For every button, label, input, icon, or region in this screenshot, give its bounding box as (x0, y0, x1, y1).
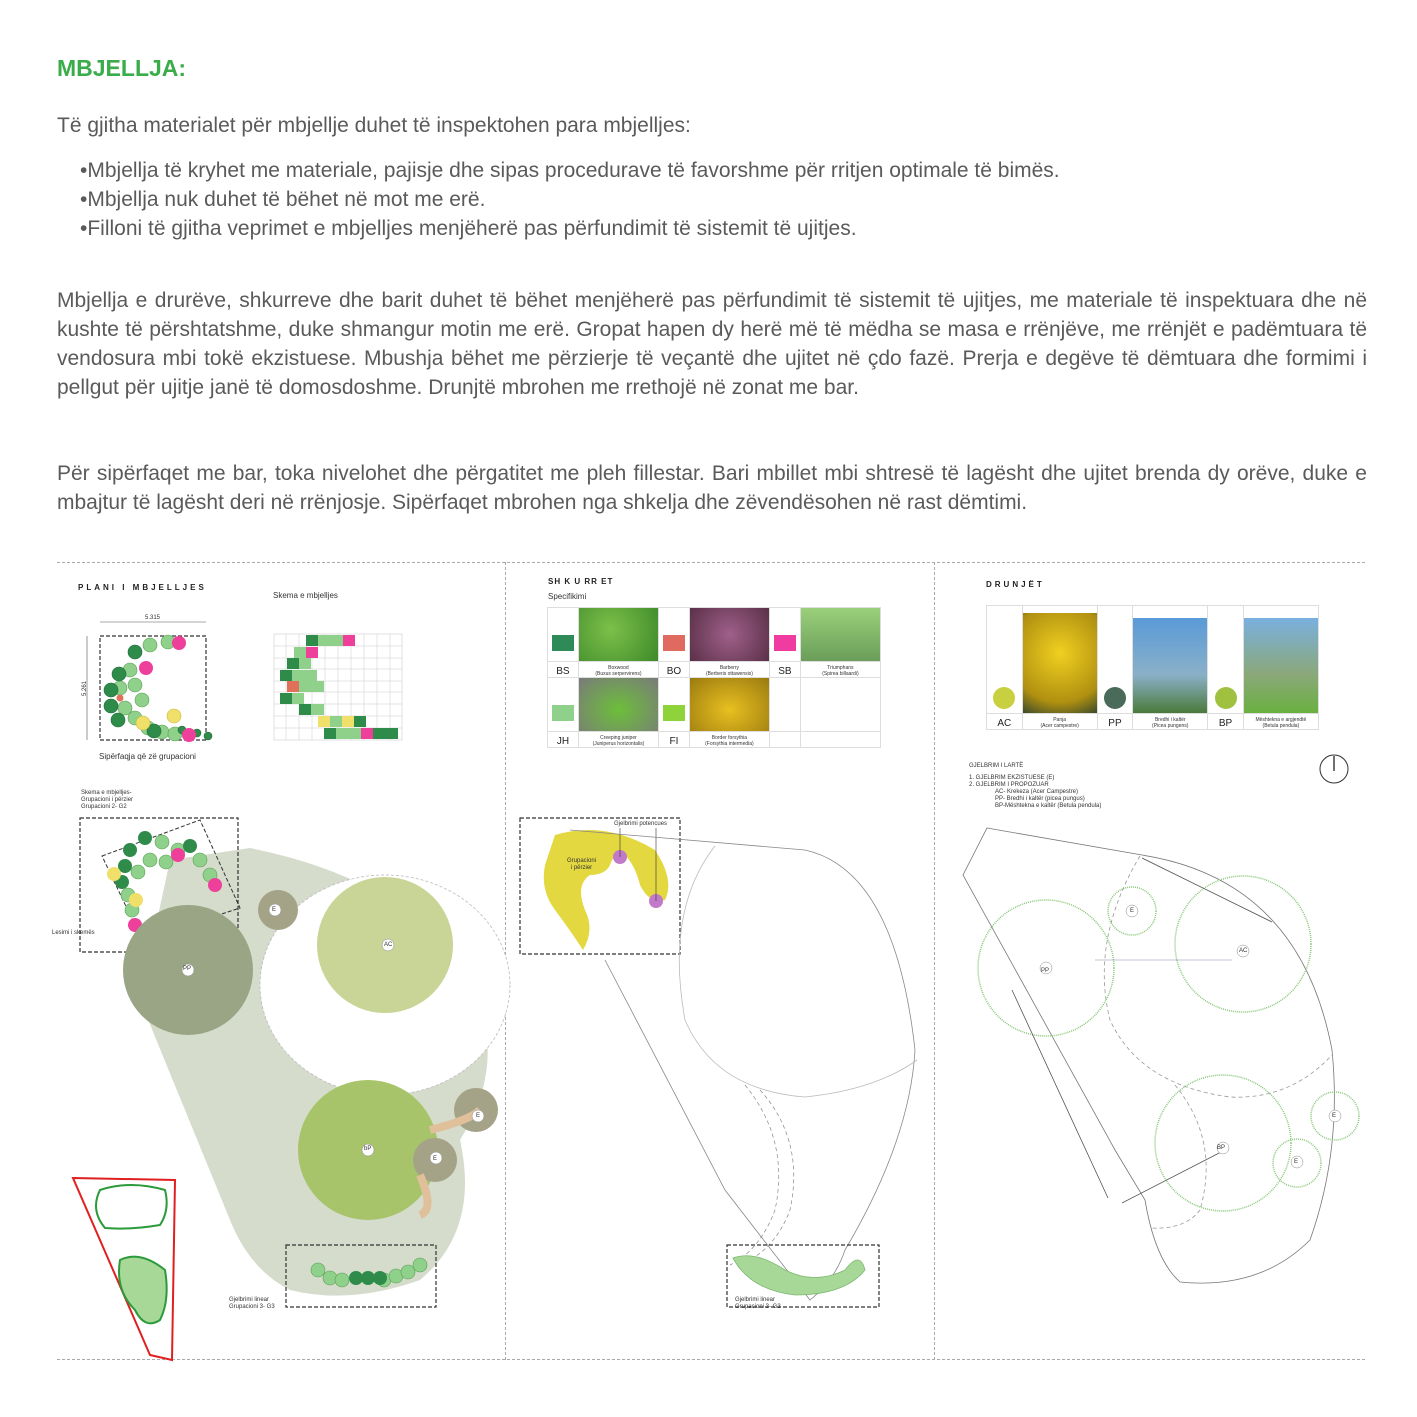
code-pp: PP (1097, 714, 1133, 730)
schema-label: Skema e mbjelljes (273, 591, 338, 600)
tree-plan-label-pp: PP (1041, 968, 1050, 974)
requirements-list (80, 156, 1060, 243)
photo-picea-pungens (1133, 618, 1207, 713)
tree-plan-label-e: E (1294, 1159, 1299, 1165)
dim-width: 5.315 (145, 615, 161, 621)
photo-betula-pendula (1244, 618, 1318, 713)
caption-bredhi: Bredhi i kaltër (Picea pungens) (1133, 714, 1208, 730)
caption-creeping-juniper: Creeping juniper (Juniperus horizontalis) (578, 732, 658, 748)
mixed-group-label: Grupacioni i përzier (567, 858, 597, 871)
photo-triumphans (801, 608, 880, 661)
photo-creeping-juniper (579, 678, 658, 731)
code-sb: SB (769, 662, 800, 678)
site-plan-trees (960, 820, 1360, 1300)
dim-height: 5.261 (82, 680, 89, 697)
group3-label-shrubs: Gjelbrimi linear Grupacioni 3- G3 (735, 1297, 781, 1310)
intro-text: Të gjitha materialet për mbjellje duhet të inspektohen para mbjelljes: (57, 114, 691, 137)
tree-label-bp: bP (364, 1146, 372, 1152)
caption-boxwood: Boxwood (Buxus serpervirens) (578, 662, 658, 678)
shrub-spec-table (547, 607, 881, 748)
swatch-bo (663, 635, 685, 651)
group3-label: Gjelbrimi linear Grupacioni 3- G3 (229, 1297, 275, 1310)
group2-label: Skema e mbjelljes- Grupacioni i përzier Grupacioni 2- G2 (81, 790, 134, 810)
caption-barberry: Barberry (Berberis ottawensis) (689, 662, 769, 678)
tree-plan-label-ac: AC (1239, 948, 1248, 954)
swatch-sb (774, 635, 796, 651)
north-arrow-icon (1318, 753, 1350, 785)
caption-panja: Panja (Acer campestre) (1022, 714, 1097, 730)
caption-triumphans: Triumphans (Spirea billaardi) (800, 662, 880, 678)
tree-symbol-pp (1104, 687, 1126, 709)
tree-label-pp: PP (183, 966, 192, 972)
list-item: • Mbjellja nuk duhet të bëhet në mot me erë. (80, 185, 1060, 214)
planting-group-diagram (80, 610, 220, 750)
swatch-bs (552, 635, 574, 651)
tree-legend: 1. GJELBRIM EKZISTUESE (E) 2. GJELBRIM I PROPOZUAR AC- Krekeza (Acer Campestre) PP- Bredhi i kaltër (picea pungus) BP-Mështekna e kaltër (Betula pendula) (969, 775, 1102, 809)
list-item: • Filloni të gjitha veprimet e mbjelljes menjëherë pas përfundimit të sistemit të ujitjes. (80, 214, 1060, 243)
tree-label-e: E (433, 1156, 438, 1162)
photo-acer-campestre (1023, 613, 1097, 713)
planting-grid-schema (274, 634, 402, 740)
lawn-label: Lesimi i skemës (52, 930, 95, 936)
code-fi: FI (659, 732, 690, 748)
list-item: • Mbjellja të kryhet me materiale, pajisje dhe sipas procedurave të favorshme për rritjen optimale të bimës. (80, 156, 1060, 185)
caption-border-forsythia: Border forsythia (Forsythia intermedia) (689, 732, 769, 748)
tree-symbol-ac (993, 687, 1015, 709)
page-title: MBJELLJA: (57, 55, 187, 81)
legend-title: GJELBRIM I LARTË (969, 763, 1024, 769)
tree-plan-label-e: E (1332, 1113, 1337, 1119)
paragraph-lawn: Për sipërfaqet me bar, toka nivelohet dhe përgatitet me pleh fillestar. Bari mbillet mbi shtresë të lagësht dhe ujitet brenda dy orëve, duke e mbajtur të lagësht deri në rrënjosje. Sipërfaqet mbrohen nga shkelja dhe zëvendësohen në rast dëmtimi. (57, 462, 1367, 514)
photo-border-forsythia (690, 678, 769, 731)
section-heading-shrubs: SH K U RR ET (548, 577, 614, 586)
tree-label-ac: AC (384, 942, 393, 948)
swatch-fi (663, 705, 685, 721)
site-plan-shrubs (515, 810, 935, 1320)
site-plan-planting (50, 800, 510, 1320)
divider-top (57, 562, 1365, 563)
area-caption: Sipërfaqja që zë grupacioni (99, 752, 196, 761)
paragraph-trees: Mbjellja e drurëve, shkurreve dhe barit duhet të bëhet menjëherë pas përfundimit të sistemit të ujitjes, me materiale të inspektuara dhe në kushte të përshtatshme, duke shmangur motin me erë. Gropat hapen dy herë më të mëdha se masa e rrënjëve, me rrënjët e padëmtuara të vendosura mbi tokë ekzistuese. Mbushja bëhet me përzierje të veçantë dhe ujitet në çdo fazë. Prerja e degëve të dëmtuara dhe formimi i pellgut për ujitje janë të domosdoshme. Drunjtë mbrohen me rrethojë në zonat me bar. (57, 289, 1367, 399)
tree-plan-label-bp: BP (1217, 1145, 1226, 1151)
photo-barberry (690, 608, 769, 661)
tree-label-e: E (272, 907, 277, 913)
divider-bottom (57, 1359, 1365, 1360)
code-bp: BP (1208, 714, 1244, 730)
section-heading-trees: DRUNJËT (986, 580, 1045, 589)
tree-spec-table (986, 605, 1319, 730)
code-jh: JH (548, 732, 579, 748)
tree-symbol-bp (1215, 687, 1237, 709)
spec-subheading: Specifikimi (548, 592, 587, 601)
potential-label: Gjelbrimi potencues (614, 821, 668, 827)
photo-boxwood (579, 608, 658, 661)
code-bo: BO (659, 662, 690, 678)
caption-meshtekna: Mështekna e argjendtë (Betula pendula) (1243, 714, 1318, 730)
section-heading-plan: PLANI I MBJELLJES (78, 583, 207, 592)
tree-plan-label-e: E (1130, 908, 1135, 914)
code-bs: BS (548, 662, 579, 678)
code-ac: AC (987, 714, 1023, 730)
swatch-jh (552, 705, 574, 721)
tree-label-e: E (476, 1113, 481, 1119)
